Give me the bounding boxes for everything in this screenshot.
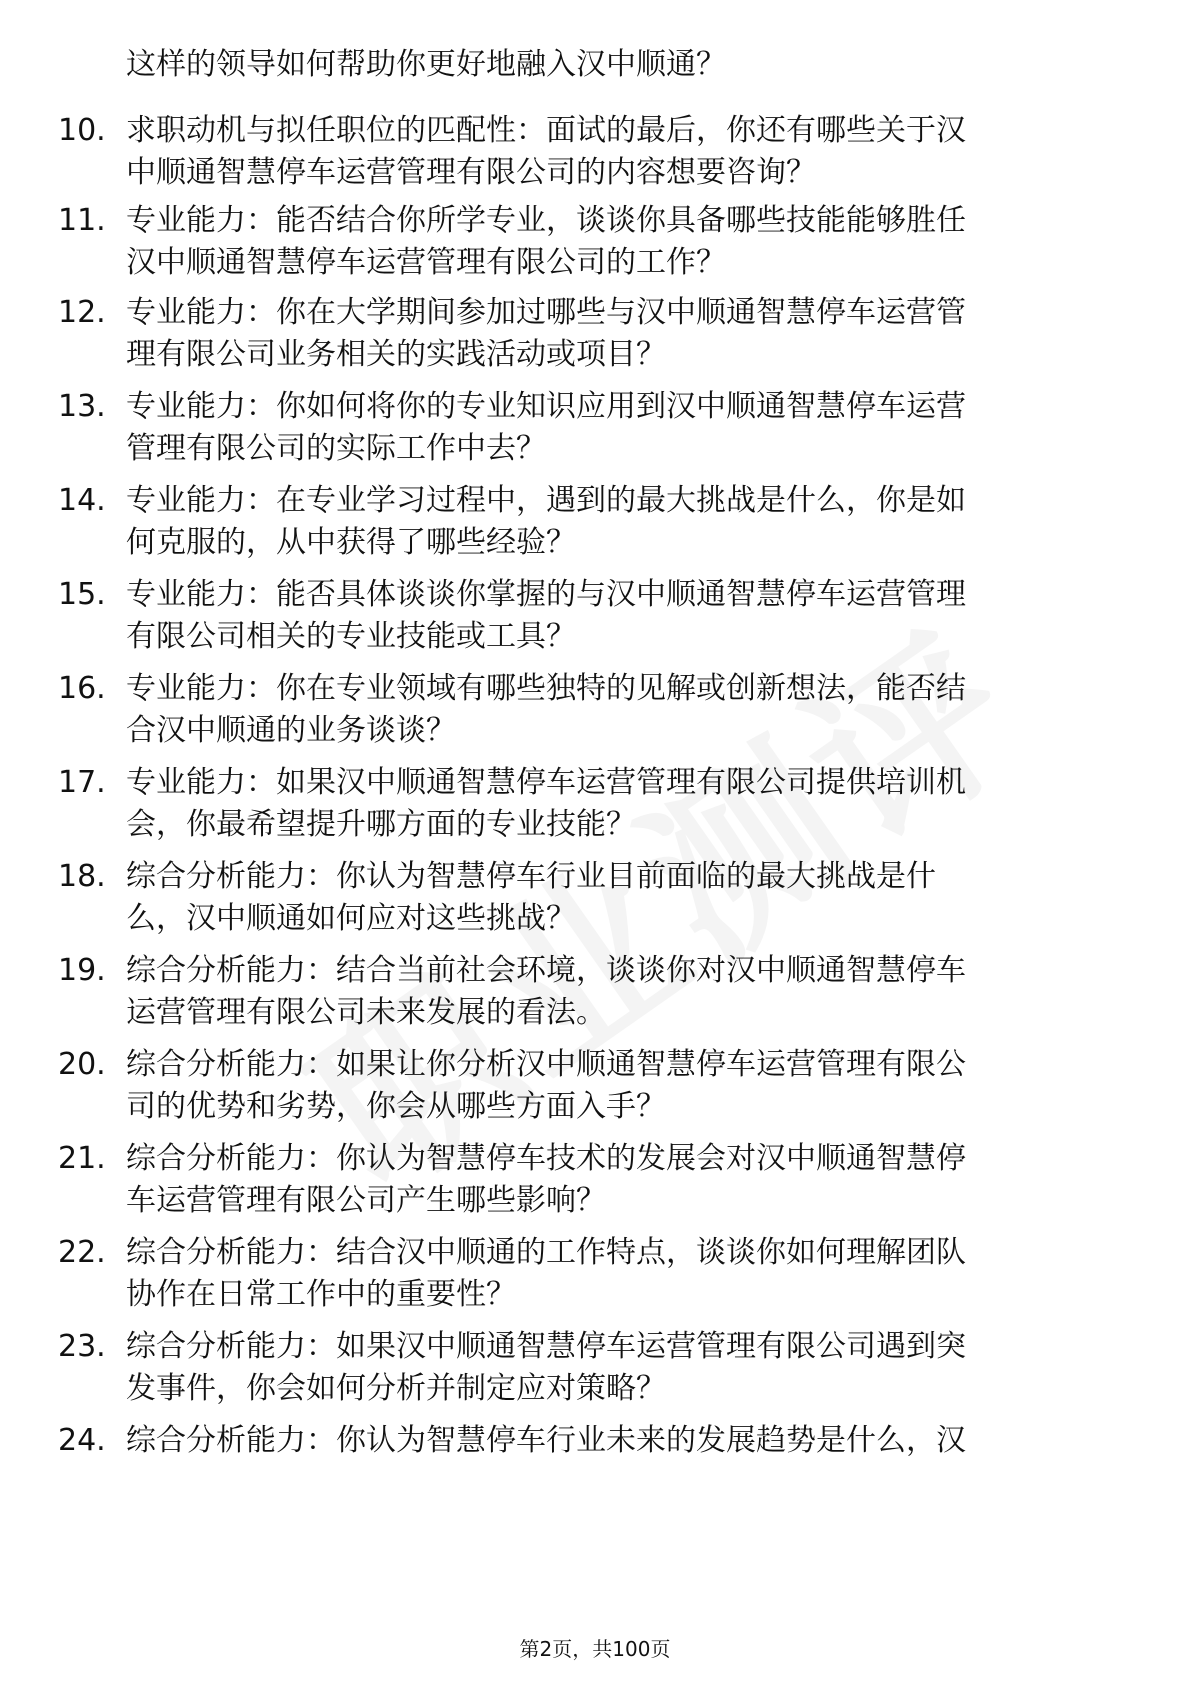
question-number: 14. — [58, 483, 106, 518]
question-text: 专业能力：能否具体谈谈你掌握的与汉中顺通智慧停车运营管理 有限公司相关的专业技能或工具？ — [126, 577, 966, 654]
question-text: 综合分析能力：你认为智慧停车行业未来的发展趋势是什么，汉 — [126, 1423, 966, 1458]
question-number: 20. — [58, 1047, 106, 1082]
question-number: 16. — [58, 671, 106, 706]
question-text: 求职动机与拟任职位的匹配性：面试的最后，你还有哪些关于汉 中顺通智慧停车运营管理有限公司的内容想要咨询？ — [126, 113, 966, 190]
question-text: 综合分析能力：结合当前社会环境，谈谈你对汉中顺通智慧停车 运营管理有限公司未来发展的看法。 — [126, 953, 966, 1030]
question-number: 10. — [58, 113, 106, 148]
question-number: 15. — [58, 577, 106, 612]
question-text: 综合分析能力：你认为智慧停车技术的发展会对汉中顺通智慧停 车运营管理有限公司产生哪些影响？ — [126, 1141, 966, 1218]
question-number: 18. — [58, 859, 106, 894]
question-text: 专业能力：如果汉中顺通智慧停车运营管理有限公司提供培训机 会，你最希望提升哪方面的专业技能？ — [126, 765, 966, 842]
question-number: 21. — [58, 1141, 106, 1176]
question-number: 17. — [58, 765, 106, 800]
question-text: 专业能力：在专业学习过程中，遇到的最大挑战是什么，你是如 何克服的，从中获得了哪些经验？ — [126, 483, 966, 560]
question-text: 专业能力：能否结合你所学专业，谈谈你具备哪些技能能够胜任 汉中顺通智慧停车运营管理有限公司的工作？ — [126, 203, 966, 280]
question-text: 专业能力：你如何将你的专业知识应用到汉中顺通智慧停车运营 管理有限公司的实际工作中去？ — [126, 389, 966, 466]
question-text: 综合分析能力：你认为智慧停车行业目前面临的最大挑战是什 么，汉中顺通如何应对这些挑战？ — [126, 859, 936, 936]
question-text: 专业能力：你在专业领域有哪些独特的见解或创新想法，能否结 合汉中顺通的业务谈谈？ — [126, 671, 966, 748]
page-footer: 第2页，共100页 — [519, 1637, 671, 1661]
question-text: 综合分析能力：结合汉中顺通的工作特点，谈谈你如何理解团队 协作在日常工作中的重要性？ — [126, 1235, 966, 1312]
question-number: 22. — [58, 1235, 106, 1270]
intro-line-text: 这样的领导如何帮助你更好地融入汉中顺通？ — [126, 47, 726, 82]
question-text: 综合分析能力：如果汉中顺通智慧停车运营管理有限公司遇到突 发事件，你会如何分析并制定应对策略？ — [126, 1329, 966, 1406]
question-number: 13. — [58, 389, 106, 424]
question-number: 19. — [58, 953, 106, 988]
question-number: 11. — [58, 203, 106, 238]
question-number: 24. — [58, 1423, 106, 1458]
question-text: 综合分析能力：如果让你分析汉中顺通智慧停车运营管理有限公 司的优势和劣势，你会从哪些方面入手？ — [126, 1047, 966, 1124]
question-number: 23. — [58, 1329, 106, 1364]
question-number: 12. — [58, 295, 106, 330]
question-text: 专业能力：你在大学期间参加过哪些与汉中顺通智慧停车运营管 理有限公司业务相关的实践活动或项目？ — [126, 295, 966, 372]
